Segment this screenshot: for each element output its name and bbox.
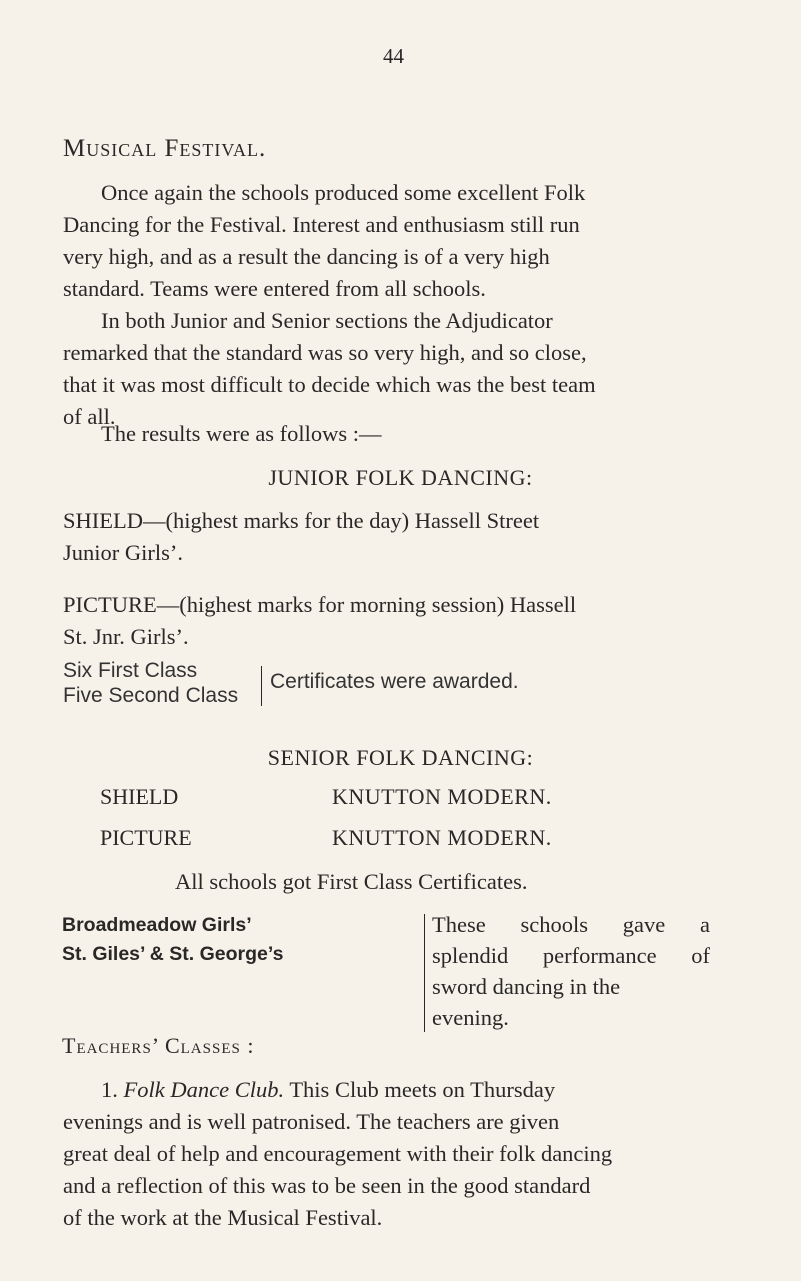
text-line: remarked that the standard was so very high, and so close, xyxy=(63,340,587,365)
item-number: 1. xyxy=(101,1077,118,1102)
text-line: standard. Teams were entered from all schools. xyxy=(63,276,486,301)
senior-picture-label: PICTURE xyxy=(100,825,192,850)
sword-note-brace xyxy=(424,914,425,1032)
sword-dancing-note xyxy=(432,909,710,1033)
senior-heading: SENIOR FOLK DANCING: xyxy=(267,745,534,770)
text-line: These schools gave a xyxy=(432,912,710,937)
senior-shield-label: SHIELD xyxy=(100,784,179,809)
text-line: evenings and is well patronised. The teachers are given xyxy=(63,1109,560,1134)
junior-shield xyxy=(63,505,723,569)
musical-festival-heading: Musical Festival. xyxy=(63,135,267,162)
senior-shield-value: KNUTTON MODERN. xyxy=(332,784,552,809)
text-line: sword dancing in the xyxy=(432,974,621,999)
text-line: Junior Girls’. xyxy=(63,540,183,565)
text-line: St. Jnr. Girls’. xyxy=(63,624,189,649)
page-number: 44 xyxy=(383,44,404,68)
junior-picture xyxy=(63,589,723,653)
paragraph-adjudicator xyxy=(63,305,723,433)
text-line: of all. xyxy=(63,404,116,429)
paragraph-festival xyxy=(63,177,723,305)
text-line: great deal of help and encouragement with their folk dancing xyxy=(63,1141,613,1166)
text-line: Dancing for the Festival. Interest and enthusiasm still run xyxy=(63,212,580,237)
text-line: SHIELD—(highest marks for the day) Hassell Street xyxy=(63,508,540,533)
text-line: that it was most difficult to decide which was the best team xyxy=(63,372,596,397)
text-line: of the work at the Musical Festival. xyxy=(63,1205,383,1230)
school-broadmeadow: Broadmeadow Girls’ xyxy=(62,914,252,936)
text-line: splendid performance of xyxy=(432,943,710,968)
text-line: Once again the schools produced some excellent Folk xyxy=(101,180,586,205)
text-line: very high, and as a result the dancing is of a very high xyxy=(63,244,550,269)
six-first-class: Six First Class xyxy=(63,659,198,682)
text-line xyxy=(63,1074,723,1106)
results-intro: The results were as follows :— xyxy=(101,421,382,446)
five-second-class: Five Second Class xyxy=(63,684,239,707)
teachers-classes-heading: Teachers’ Classes : xyxy=(62,1033,255,1058)
text-line: and a reflection of this was to be seen in the good standard xyxy=(63,1173,591,1198)
text-line: evening. xyxy=(432,1005,509,1030)
text-line: PICTURE—(highest marks for morning session) Hassell xyxy=(63,592,577,617)
certificates-brace xyxy=(261,666,262,706)
school-st-giles: St. Giles’ & St. George’s xyxy=(62,943,284,965)
senior-picture-value: KNUTTON MODERN. xyxy=(332,825,552,850)
folk-dance-club-paragraph xyxy=(63,1074,723,1234)
all-schools-certificates: All schools got First Class Certificates. xyxy=(175,869,528,894)
item-title: Folk Dance Club. xyxy=(123,1077,285,1102)
certificates-awarded: Certificates were awarded. xyxy=(270,670,519,693)
item-first-line: This Club meets on Thursday xyxy=(289,1077,556,1102)
junior-heading: JUNIOR FOLK DANCING: xyxy=(268,465,533,490)
text-line: In both Junior and Senior sections the Adjudicator xyxy=(101,308,553,333)
